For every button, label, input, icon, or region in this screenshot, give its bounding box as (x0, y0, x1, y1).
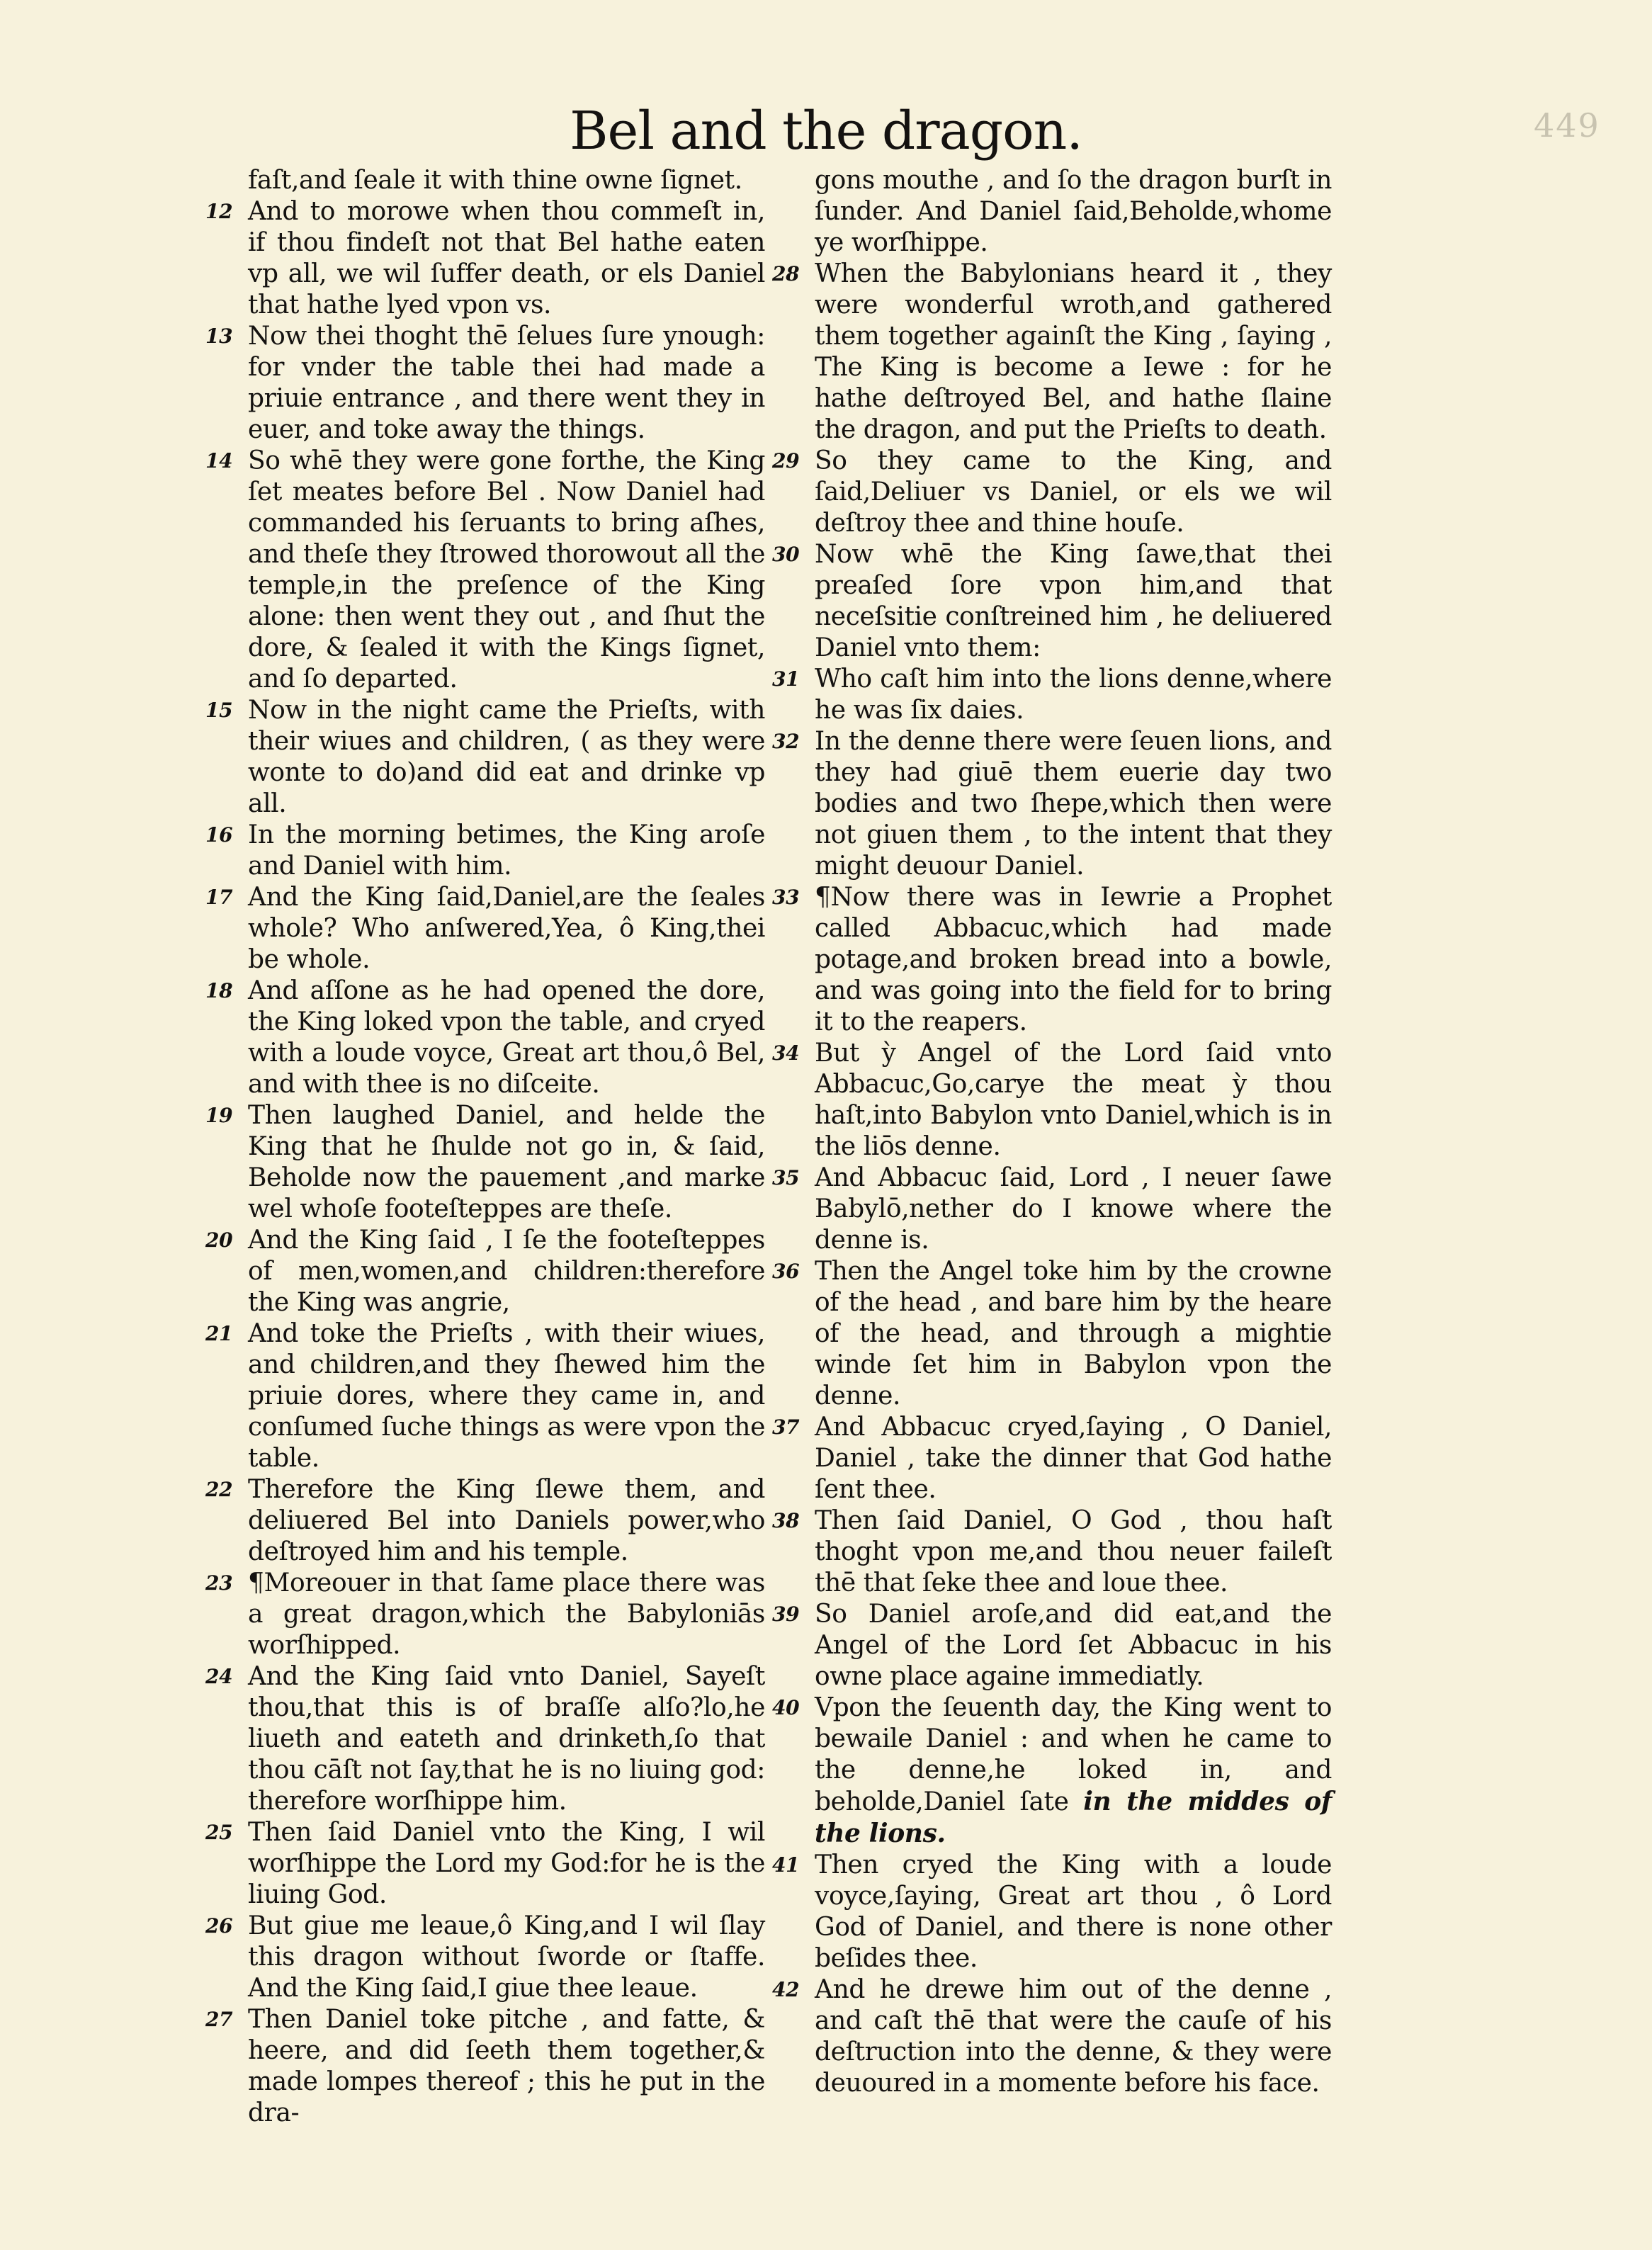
verse (772, 1850, 1332, 1974)
verse-text-body: When the Babylonians heard it , they were wonderful wroth,and gathered them together againſt the King , ſaying , The King is become a Iewe : for he hathe deſtroyed Bel, and hathe ſlaine the dragon, and put the Prieſts to death. (815, 259, 1332, 444)
verse-text-body: Then cryed the King with a loude voyce,ſaying, Great art thou , ô Lord God of Daniel, and there is none other beſides thee. (815, 1850, 1332, 1973)
verse-number: 17 (205, 886, 233, 909)
verse (205, 1568, 765, 1661)
verse-text-body: And the King ſaid vnto Daniel, Sayeſt thou,that this is of braſſe alſo?lo,he liueth and eateth and drinketh,ſo that thou cāſt not ſay,that he is no liuing god: therefore worſhippe him. (248, 1662, 765, 1816)
verse-number: 36 (772, 1260, 800, 1283)
verse-text-body: Now in the night came the Prieſts, with their wiues and children, ( as they were wonte to do)and did eat and drinke vp all. (248, 696, 765, 818)
verse-text (248, 1100, 765, 1225)
verse-number: 15 (205, 699, 233, 722)
verse (205, 1661, 765, 1817)
verse (772, 882, 1332, 1038)
verse-text-body: ¶Now there was in Iewrie a Prophet called Abbacuc,which had made potage,and broken bread into a bowle, and was going into the field for to bring it to the reapers. (815, 883, 1332, 1036)
verse-text (815, 259, 1332, 446)
verse-text-body: And toke the Prieſts , with their wiues, and children,and they ſhewed him the priuie dores, where they came in, and conſumed ſuche things as were vpon the table. (248, 1319, 765, 1473)
lead-text: faſt,and ſeale it with thine owne ſignet. (248, 166, 742, 195)
verse (772, 1974, 1332, 2099)
verse-text (248, 1911, 765, 2004)
verse-text-body: In the morning betimes, the King aroſe and Daniel with him. (248, 820, 765, 881)
verse-text (248, 976, 765, 1100)
verse-number: 31 (772, 667, 800, 691)
verse-text (815, 1692, 1332, 1850)
verse-number: 34 (772, 1041, 800, 1065)
verse (205, 1100, 765, 1225)
verse (205, 882, 765, 976)
verse-number: 25 (205, 1821, 233, 1844)
verse-text-body: And Abbacuc cryed,ſaying , O Daniel, Daniel , take the dinner that God hathe ſent thee. (815, 1413, 1332, 1504)
verse (772, 664, 1332, 726)
verse (205, 2004, 765, 2129)
verse-text-body: So Daniel aroſe,and did eat,and the Angel of the Lord ſet Abbacuc in his owne place againe immediatly. (815, 1600, 1332, 1691)
verse (772, 726, 1332, 882)
verse (772, 1505, 1332, 1599)
verse (772, 446, 1332, 539)
verse-italic-tail: in the middes of the lions. (815, 1787, 1333, 1848)
verse-text (815, 1974, 1332, 2099)
verse-number: 39 (772, 1602, 800, 1626)
running-title: Bel and the dragon. (570, 101, 1082, 162)
verse-number: 24 (205, 1665, 233, 1688)
verse (772, 1038, 1332, 1163)
verse-text-body: And to morowe when thou commeſt in, if thou findeſt not that Bel hathe eaten vp all, we wil ſuffer death, or els Daniel that hathe lyed vpon vs. (248, 197, 765, 320)
verse (772, 539, 1332, 664)
right-column (772, 165, 1332, 2099)
verse-text (815, 1850, 1332, 1974)
verse (772, 1412, 1332, 1505)
verse (205, 196, 765, 321)
verse-text (248, 1817, 765, 1911)
verse-number: 41 (772, 1853, 800, 1877)
verse-text-body: Who caſt him into the lions denne,where he was ſix daies. (815, 665, 1332, 725)
verse-number: 35 (772, 1166, 800, 1189)
verse-text-body: Now whē the King ſawe,that thei preaſed ſore vpon him,and that neceſsitie conſtreined him , he deliuered Daniel vnto them: (815, 540, 1332, 662)
verse-text (815, 882, 1332, 1038)
verse (205, 446, 765, 695)
verse-text (815, 446, 1332, 539)
verse-text-body: Therefore the King ſlewe them, and deliuered Bel into Daniels power,who deſtroyed him and his temple. (248, 1475, 765, 1566)
verse-text (815, 1256, 1332, 1412)
verse (772, 1256, 1332, 1412)
verse-text (248, 882, 765, 976)
verse (205, 321, 765, 446)
verse-text-body: So they came to the King, and ſaid,Deliuer vs Daniel, or els we wil deſtroy thee and thine houſe. (815, 446, 1332, 538)
verse-text (248, 321, 765, 446)
verse-number: 19 (205, 1104, 233, 1127)
verse-text-body: But ỳ Angel of the Lord ſaid vnto Abbacuc,Go,carye the meat ỳ thou haſt,into Babylon vnto Daniel,which is in the liōs denne. (815, 1039, 1332, 1161)
verse-text (248, 196, 765, 321)
verse (205, 976, 765, 1100)
lead-text: gons mouthe , and ſo the dragon burſt in ſunder. And Daniel ſaid,Beholde,whome ye worſhippe. (815, 166, 1332, 257)
verse-text-body: And Abbacuc ſaid, Lord , I neuer ſawe Babylō,nether do I knowe where the denne is. (815, 1163, 1332, 1255)
verse-number: 18 (205, 979, 233, 1002)
verse (772, 1599, 1332, 1692)
left-lead-text (205, 165, 765, 196)
verse-text (815, 1505, 1332, 1599)
verse-number: 16 (205, 823, 233, 847)
verse-text-body: ¶Moreouer in that ſame place there was a great dragon,which the Babyloniās worſhipped. (248, 1568, 765, 1660)
verse-number: 40 (772, 1696, 800, 1719)
verse-text-body: Vpon the ſeuenth day, the King went to bewaile Daniel : and when he came to the denne,he loked in, and beholde,Daniel ſate (815, 1693, 1332, 1816)
right-verse-list (772, 259, 1332, 2099)
verse-text-body: Then ſaid Daniel, O God , thou haſt thoght vpon me,and thou neuer faileſt thē that ſeke thee and loue thee. (815, 1506, 1332, 1598)
verse-text (248, 446, 765, 695)
verse-number: 21 (205, 1322, 233, 1345)
verse-number: 13 (205, 324, 233, 348)
verse-text-body: In the denne there were ſeuen lions, and they had giuē them euerie day two bodies and two ſhepe,which then were not giuen them , to the intent that they might deuour Daniel. (815, 727, 1332, 881)
verse-text-body: Then ſaid Daniel vnto the King, I wil worſhippe the Lord my God:for he is the liuing God. (248, 1818, 765, 1909)
verse-text (815, 1599, 1332, 1692)
verse-number: 38 (772, 1509, 800, 1532)
verse-text-body: And the King ſaid,Daniel,are the ſeales whole? Who anſwered,Yea, ô King,thei be whole. (248, 883, 765, 974)
verse (205, 1225, 765, 1318)
verse-text (248, 1661, 765, 1817)
verse-number: 33 (772, 886, 800, 909)
verse-number: 28 (772, 262, 800, 286)
verse-number: 30 (772, 543, 800, 566)
left-column (205, 165, 765, 2129)
verse-text (815, 726, 1332, 882)
right-lead-text (772, 165, 1332, 259)
verse-text-body: So whē they were gone forthe, the King ſet meates before Bel . Now Daniel had commanded his ſeruants to bring aſhes, and theſe they ſtrowed thorowout all the temple,in the preſence of the King alone: then went they out , and ſhut the dore, & ſealed it with the Kings ſignet, and ſo departed. (248, 446, 765, 694)
verse-number: 37 (772, 1415, 800, 1439)
verse-number: 27 (205, 2008, 233, 2031)
verse-text-body: Then laughed Daniel, and helde the King that he ſhulde not go in, & ſaid, Beholde now the pauement ,and marke wel whoſe footeſteppes are theſe. (248, 1101, 765, 1223)
verse-text (248, 1568, 765, 1661)
verse-text-body: Now thei thoght thē ſelues ſure ynough: for vnder the table thei had made a priuie entrance , and there went they in euer, and toke away the things. (248, 322, 765, 444)
verse (772, 1163, 1332, 1256)
verse-text (248, 1318, 765, 1474)
verse-text (248, 695, 765, 820)
verse-text (815, 1412, 1332, 1505)
verse (205, 1817, 765, 1911)
verse-text (815, 664, 1332, 726)
page-number-fragment: 449 (1534, 106, 1600, 145)
verse-text (248, 820, 765, 882)
left-verse-list (205, 196, 765, 2129)
verse (205, 1911, 765, 2004)
verse-number: 26 (205, 1914, 233, 1938)
verse (205, 820, 765, 882)
verse-number: 12 (205, 200, 233, 223)
verse-number: 14 (205, 449, 233, 473)
verse-text-body: Then Daniel toke pitche , and fatte, & heere, and did ſeeth them together,& made lompes thereof ; this he put in the dra- (248, 2005, 765, 2127)
verse-text (815, 1038, 1332, 1163)
verse-number: 22 (205, 1478, 233, 1501)
verse-text (248, 1474, 765, 1568)
verse-text (248, 1225, 765, 1318)
verse-text (248, 2004, 765, 2129)
verse-number: 23 (205, 1571, 233, 1595)
verse (205, 695, 765, 820)
verse-number: 42 (772, 1978, 800, 2001)
verse-text-body: But giue me leaue,ô King,and I wil ſlay this dragon without ſworde or ſtaffe. And the King ſaid,I giue thee leaue. (248, 1911, 765, 2003)
verse-text (815, 1163, 1332, 1256)
verse-text-body: And aſſone as he had opened the dore, the King loked vpon the table, and cryed with a loude voyce, Great art thou,ô Bel, and with thee is no diſceite. (248, 976, 765, 1099)
verse-text-body: And the King ſaid , I ſe the footeſteppes of men,women,and children:therefore the King was angrie, (248, 1226, 765, 1317)
verse (772, 1692, 1332, 1850)
verse-text-body: And he drewe him out of the denne , and caſt thē that were the cauſe of his deſtruction into the denne, & they were deuoured in a momente before his face. (815, 1975, 1332, 2098)
verse (205, 1318, 765, 1474)
verse-number: 32 (772, 730, 800, 753)
verse-number: 29 (772, 449, 800, 473)
verse-text-body: Then the Angel toke him by the crowne of the head , and bare him by the heare of the head, and through a mightie winde ſet him in Babylon vpon the denne. (815, 1257, 1332, 1411)
verse-text (815, 539, 1332, 664)
verse-number: 20 (205, 1228, 233, 1252)
verse (772, 259, 1332, 446)
verse (205, 1474, 765, 1568)
